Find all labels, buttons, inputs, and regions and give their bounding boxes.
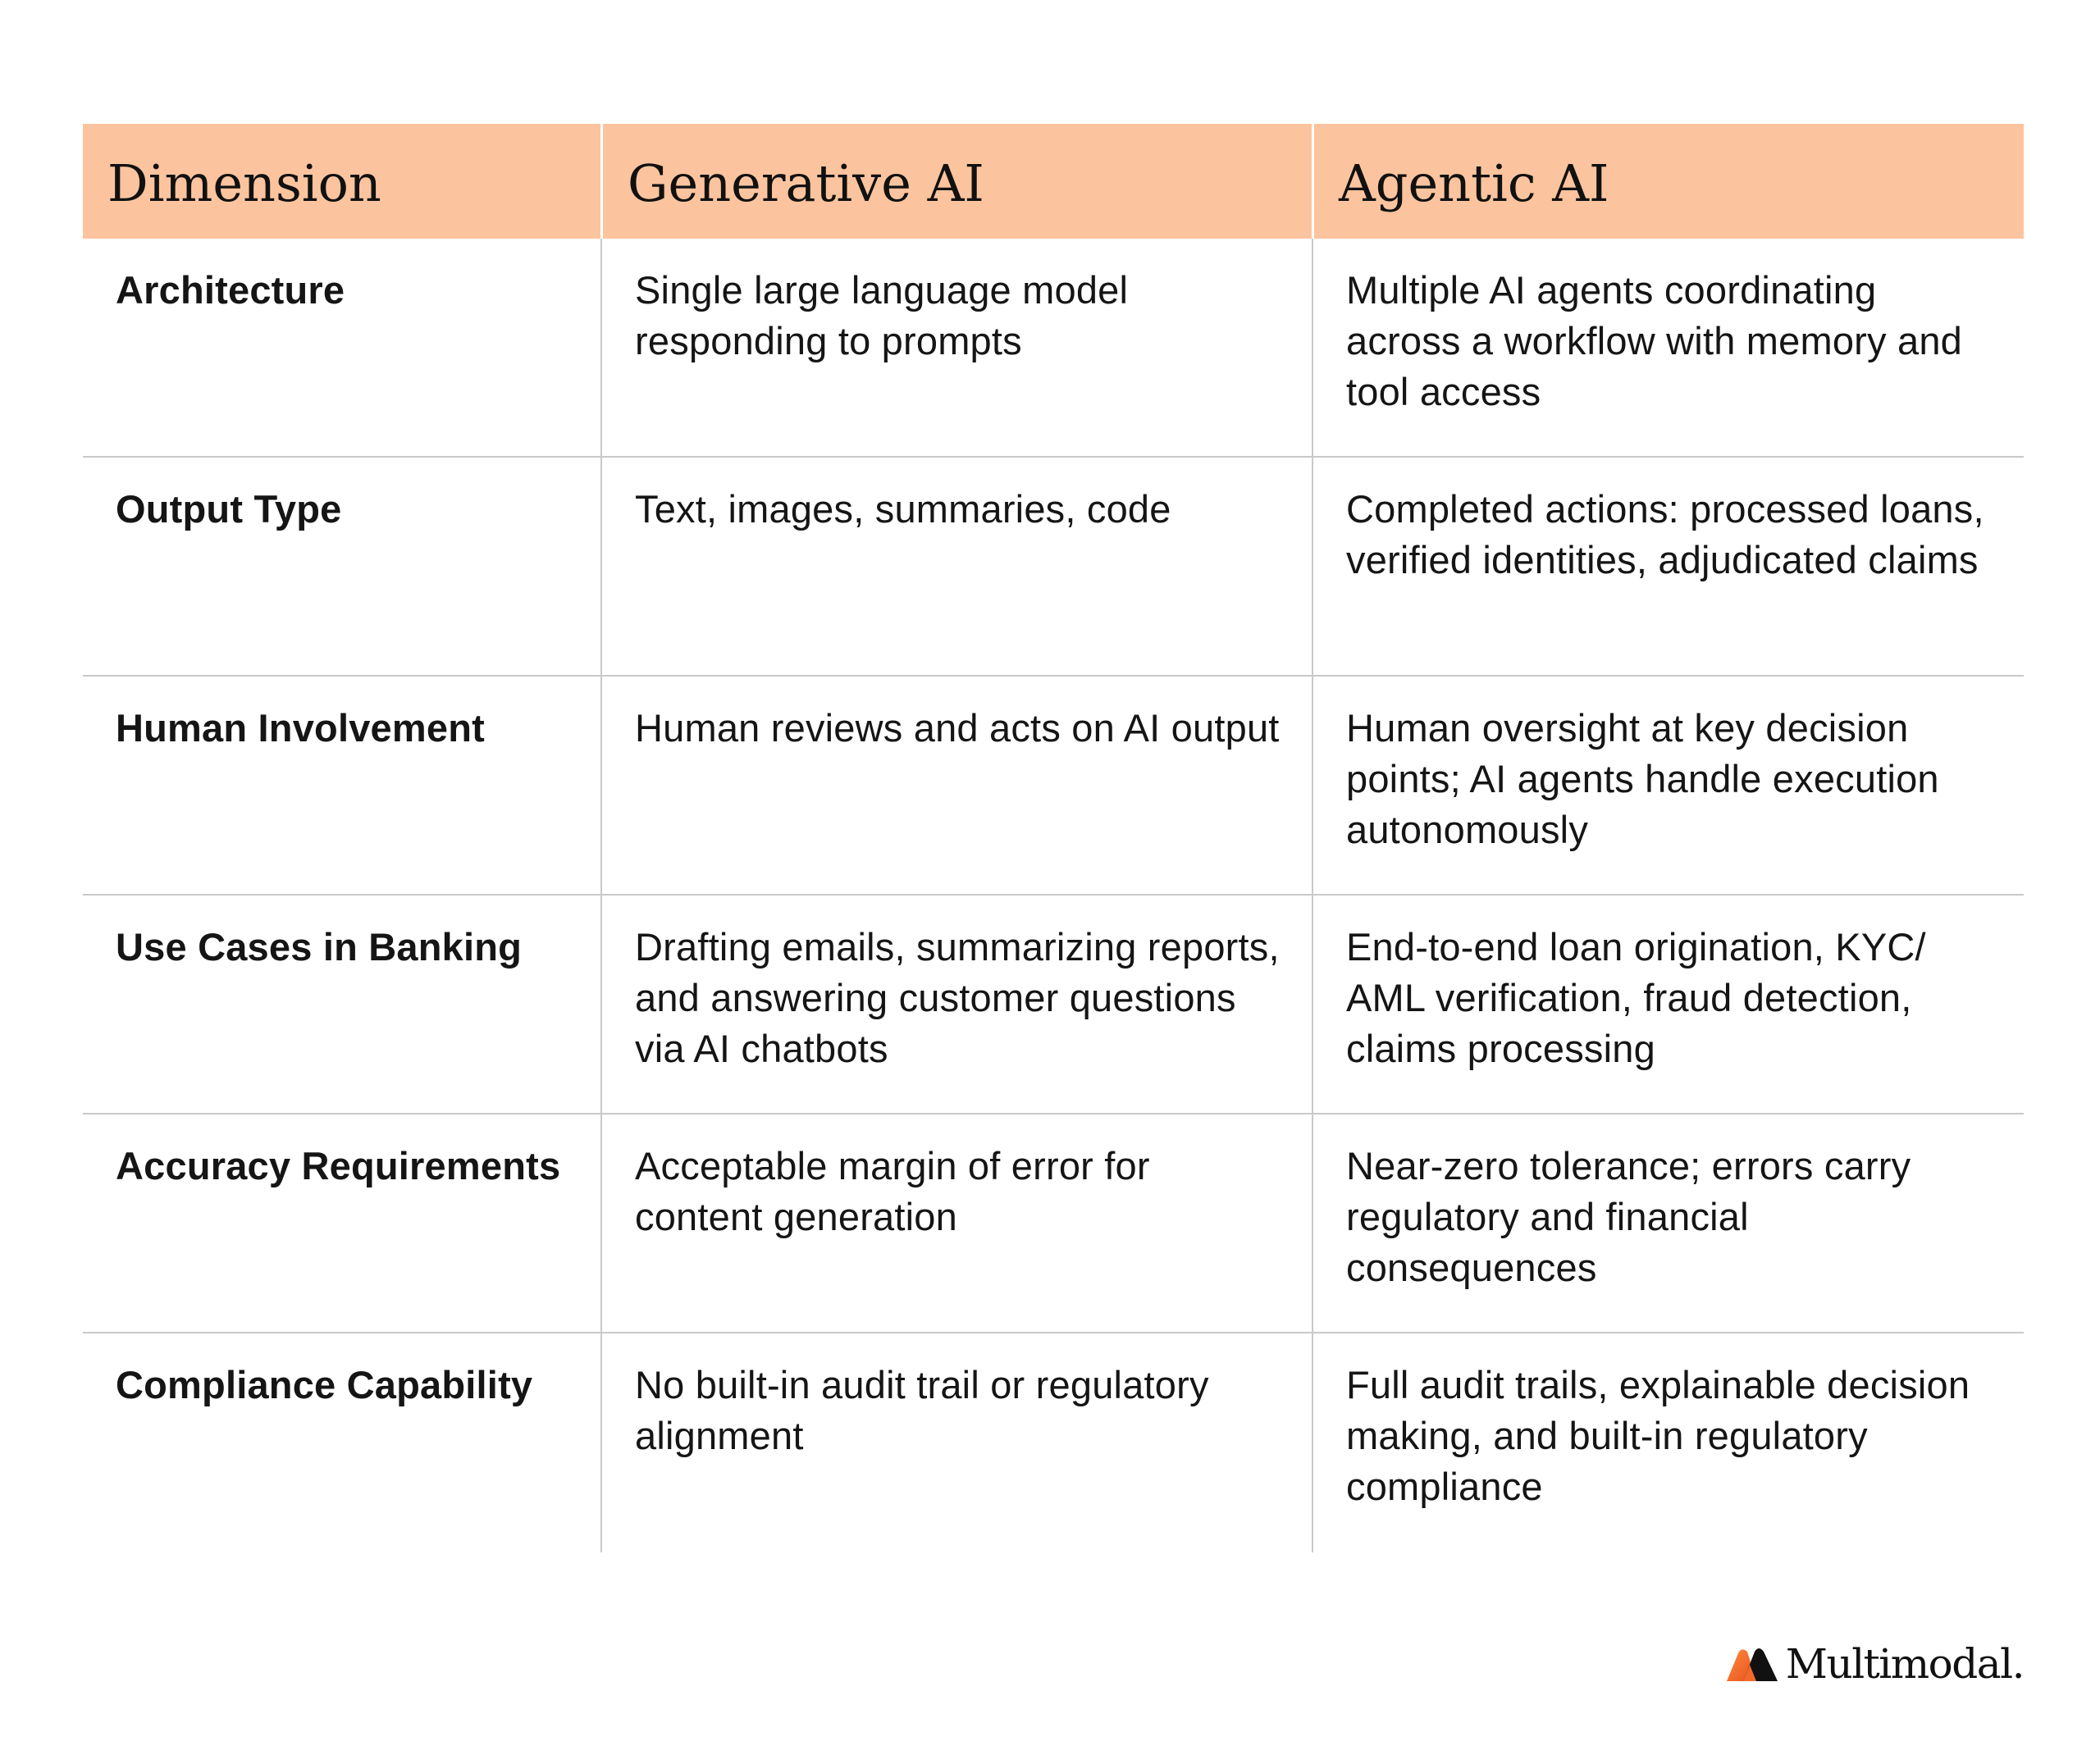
row-generative-cell: No built-in audit trail or regulatory alignment: [600, 1333, 1312, 1552]
row-agentic-cell: Human oversight at key decision points; AI agents handle execution autonomously: [1312, 677, 2024, 896]
multimodal-logo-icon: [1725, 1645, 1779, 1683]
header-agentic-ai: Agentic AI: [1312, 124, 2024, 239]
row-dimension-label: Output Type: [83, 458, 600, 677]
header-dimension: Dimension: [83, 124, 600, 239]
brand-logo: [1725, 1640, 2024, 1688]
row-agentic-cell: Full audit trails, explainable decision making, and built-in regulatory compliance: [1312, 1333, 2024, 1552]
row-dimension-label: Compliance Capability: [116, 1363, 533, 1406]
row-agentic-cell: End-to-end loan origination, KYC/ AML verification, fraud detection, claims processing: [1312, 896, 2024, 1114]
row-generative-cell: Single large language model responding to prompts: [600, 239, 1312, 458]
header-generative-ai: Generative AI: [600, 124, 1312, 239]
comparison-table: [83, 124, 2024, 1552]
row-dimension-label: Human Involvement: [83, 677, 600, 896]
row-dimension-label: Use Cases in Banking: [83, 896, 600, 1114]
row-generative-cell: Text, images, summaries, code: [600, 458, 1312, 677]
row-generative-cell: Drafting emails, summarizing reports, and answering customer questions via AI chatbots: [600, 896, 1312, 1114]
row-generative-cell: Acceptable margin of error for content generation: [600, 1114, 1312, 1333]
row-generative-cell: Human reviews and acts on AI output: [600, 677, 1312, 896]
row-dimension-label: Architecture: [83, 239, 600, 458]
brand-name: Multimodal.: [1785, 1640, 2024, 1688]
row-agentic-cell: Multiple AI agents coordinating across a workflow with memory and tool access: [1312, 239, 2024, 458]
row-agentic-cell: Near-zero tolerance; errors carry regulatory and financial consequences: [1312, 1114, 2024, 1333]
row-dimension-label: Accuracy Requirements: [83, 1114, 600, 1333]
row-agentic-cell: Completed actions: processed loans, verified identities, adjudicated claims: [1312, 458, 2024, 677]
